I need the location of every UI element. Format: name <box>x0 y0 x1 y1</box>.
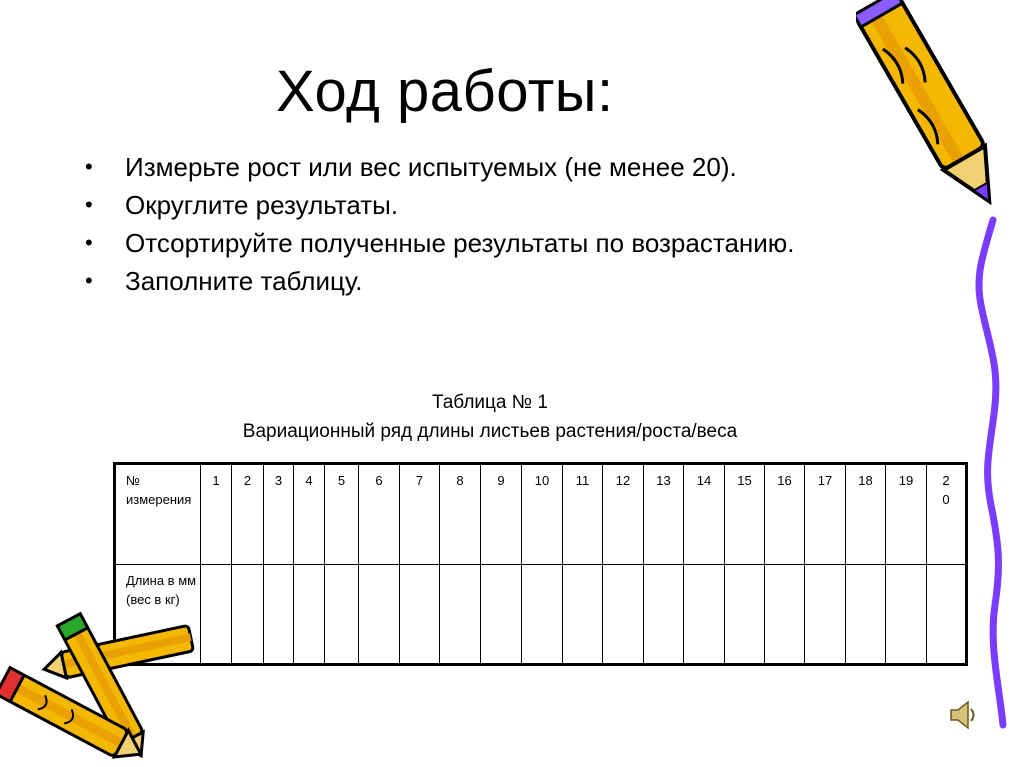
table-cell <box>359 565 400 665</box>
table-cell <box>846 565 886 665</box>
column-number: 10 <box>522 464 563 565</box>
table-cell <box>294 565 325 665</box>
variation-table <box>113 462 968 666</box>
column-number: 1 <box>201 464 232 565</box>
pencil-icon <box>856 0 1024 245</box>
bullet-item <box>80 224 795 262</box>
column-number: 14 <box>684 464 725 565</box>
column-number: 4 <box>294 464 325 565</box>
table-cell <box>522 565 563 665</box>
table-row <box>115 565 967 665</box>
table-subtitle: Вариационный ряд длины листьев растения/роста/веса <box>242 421 738 442</box>
bullet-item <box>80 262 795 300</box>
bullet-text: Измерьте рост или вес испытуемых (не менее 20). <box>125 152 737 182</box>
bullet-text: Округлите результаты. <box>125 190 399 220</box>
table-cell <box>684 565 725 665</box>
table-cell <box>232 565 264 665</box>
bullet-text: Заполните таблицу. <box>125 266 363 296</box>
column-number: 18 <box>846 464 886 565</box>
column-number: 20 <box>942 473 950 507</box>
column-number: 6 <box>359 464 400 565</box>
bullet-dot: • <box>85 192 93 217</box>
bullet-item <box>80 186 795 224</box>
column-number: 13 <box>644 464 684 565</box>
column-number: 5 <box>325 464 359 565</box>
bullet-dot: • <box>85 268 93 293</box>
column-number: 12 <box>603 464 644 565</box>
bullet-text: Отсортируйте полученные результаты по возрастанию. <box>125 228 795 258</box>
crossed-pencils-icon <box>0 610 210 760</box>
table-cell <box>603 565 644 665</box>
speaker-icon[interactable] <box>948 698 978 732</box>
row-header: Длина в мм (вес в кг) <box>115 565 201 665</box>
table-caption: Таблица № 1 <box>431 392 548 413</box>
column-number: 3 <box>264 464 294 565</box>
bullet-item <box>80 148 795 186</box>
table-cell <box>264 565 294 665</box>
row-header: № измерения <box>115 464 201 565</box>
column-number: 17 <box>805 464 846 565</box>
table-cell <box>644 565 684 665</box>
table-cell <box>563 565 603 665</box>
bullet-dot: • <box>85 154 93 179</box>
table-cell <box>725 565 765 665</box>
column-number: 11 <box>563 464 603 565</box>
column-number: 9 <box>481 464 522 565</box>
table-cell <box>765 565 805 665</box>
slide-title: Ход работы: <box>276 59 614 124</box>
table-cell <box>481 565 522 665</box>
column-number: 7 <box>400 464 440 565</box>
table-cell <box>440 565 481 665</box>
table-cell <box>400 565 440 665</box>
table-row <box>115 464 967 565</box>
column-number: 19 <box>886 464 927 565</box>
bullet-list <box>80 148 795 300</box>
table-cell <box>805 565 846 665</box>
table-cell <box>325 565 359 665</box>
column-number: 16 <box>765 464 805 565</box>
bullet-dot: • <box>85 230 93 255</box>
column-number: 15 <box>725 464 765 565</box>
spring-border-icon <box>955 215 1015 735</box>
column-number: 8 <box>440 464 481 565</box>
column-number: 2 <box>232 464 264 565</box>
table-cell <box>886 565 927 665</box>
